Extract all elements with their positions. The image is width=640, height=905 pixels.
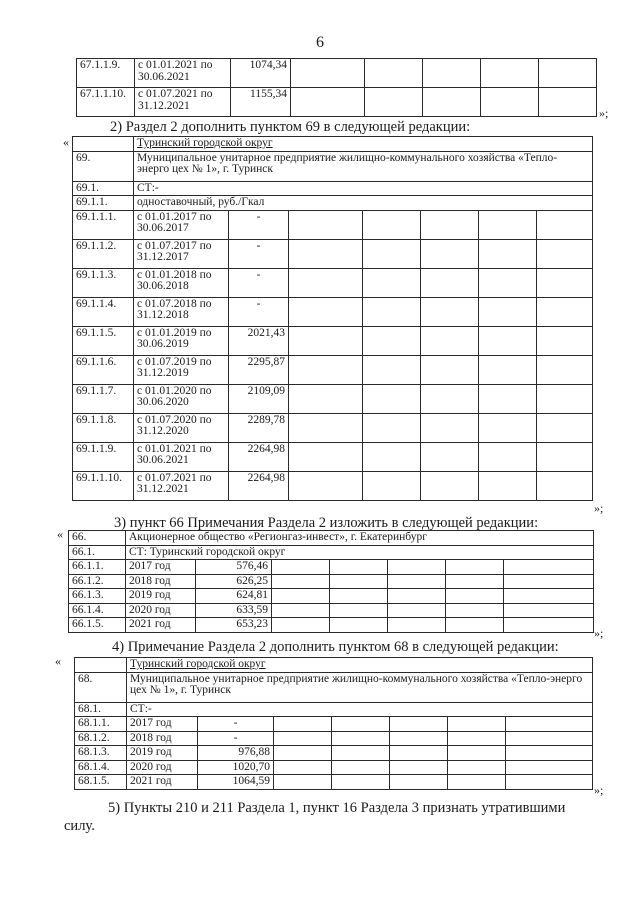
empty-cell	[332, 760, 390, 775]
table-cell: -	[198, 717, 274, 732]
empty-cell	[289, 355, 363, 384]
tariff-table-67	[76, 58, 597, 117]
empty-cell	[388, 589, 446, 604]
empty-cell	[537, 384, 593, 413]
empty-cell	[289, 442, 363, 471]
empty-cell	[479, 210, 537, 239]
empty-cell	[390, 760, 448, 775]
empty-cell	[423, 88, 481, 117]
empty-cell	[446, 603, 504, 618]
empty-cell	[363, 268, 421, 297]
tariff-table-69	[72, 136, 593, 501]
row-period: с 01.01.2021 по 30.06.2021	[135, 59, 231, 88]
table-row	[69, 574, 594, 589]
table-cell: 2017 год	[127, 717, 198, 732]
empty-cell	[289, 210, 363, 239]
empty-cell	[537, 413, 593, 442]
table-cell: 66.1.4.	[69, 603, 126, 618]
empty-cell	[272, 618, 330, 633]
org-code: 69.	[73, 151, 134, 181]
empty-cell	[423, 59, 481, 88]
table-cell: 653,23	[196, 618, 272, 633]
item-2-text: 2) Раздел 2 дополнить пунктом 69 в следующей редакции:	[110, 119, 471, 135]
table-row	[75, 760, 593, 775]
table-cell: 633,59	[196, 603, 272, 618]
empty-cell	[332, 731, 390, 746]
empty-cell	[506, 746, 593, 761]
empty-cell	[448, 731, 506, 746]
org-code: 68.	[75, 672, 127, 702]
empty-cell	[330, 618, 388, 633]
district-name: Туринский городской округ	[134, 137, 593, 152]
table-cell: 2021 год	[127, 775, 198, 790]
empty-cell	[421, 297, 479, 326]
district-name: Туринский городской округ	[127, 658, 593, 673]
table-cell: с 01.01.2017 по 30.06.2017	[134, 210, 229, 239]
table-row	[75, 731, 593, 746]
st-text: СТ:-	[134, 181, 593, 196]
table-cell: 624,81	[196, 589, 272, 604]
table-cell: с 01.07.2017 по 31.12.2017	[134, 239, 229, 268]
empty-cell	[363, 326, 421, 355]
table-cell: 2295,87	[229, 355, 289, 384]
empty-cell	[537, 239, 593, 268]
empty-cell	[421, 326, 479, 355]
table-row	[69, 618, 594, 633]
table-cell: 2264,98	[229, 471, 289, 500]
table-cell: -	[229, 210, 289, 239]
empty-cell	[448, 717, 506, 732]
table-row	[69, 560, 594, 575]
empty-cell	[274, 717, 332, 732]
empty-cell	[506, 775, 593, 790]
empty-cell	[363, 384, 421, 413]
table-row	[75, 717, 593, 732]
table-cell: 69.1.1.9.	[73, 442, 134, 471]
table-cell: с 01.07.2018 по 31.12.2018	[134, 297, 229, 326]
empty-cell	[332, 717, 390, 732]
item-5-line-2: силу.	[64, 818, 95, 834]
st-text: СТ: Туринский городской округ	[126, 545, 594, 560]
empty-cell	[330, 560, 388, 575]
table-cell: 626,25	[196, 574, 272, 589]
table-cell: 976,88	[198, 746, 274, 761]
empty-cell	[504, 603, 594, 618]
empty-cell	[537, 442, 593, 471]
table-cell: с 01.01.2018 по 30.06.2018	[134, 268, 229, 297]
rate-code: 69.1.1.	[73, 196, 134, 211]
empty-cell	[363, 442, 421, 471]
opening-quote: «	[63, 135, 69, 149]
empty-cell	[291, 88, 365, 117]
empty-cell	[363, 355, 421, 384]
empty-cell	[479, 442, 537, 471]
table-cell: -	[229, 297, 289, 326]
empty-cell	[73, 137, 134, 152]
table-row	[75, 775, 593, 790]
table-row	[73, 413, 593, 442]
empty-cell	[421, 239, 479, 268]
st-text: СТ:-	[127, 702, 593, 717]
empty-cell	[330, 589, 388, 604]
opening-quote: «	[57, 527, 63, 541]
empty-cell	[365, 59, 423, 88]
empty-cell	[537, 210, 593, 239]
empty-cell	[272, 574, 330, 589]
empty-cell	[479, 297, 537, 326]
table-cell: 2264,98	[229, 442, 289, 471]
table-cell: 1020,70	[198, 760, 274, 775]
st-code: 68.1.	[75, 702, 127, 717]
empty-cell	[479, 239, 537, 268]
table-cell: 69.1.1.6.	[73, 355, 134, 384]
item-5-line-1: 5) Пункты 210 и 211 Раздела 1, пункт 16 Раздела 3 признать утратившими	[108, 800, 566, 816]
table-cell: 68.1.4.	[75, 760, 127, 775]
tariff-table-68	[74, 657, 593, 790]
table-cell: 2020 год	[126, 603, 196, 618]
empty-cell	[330, 574, 388, 589]
row-code: 67.1.1.10.	[77, 88, 135, 117]
empty-cell	[479, 384, 537, 413]
table-cell: с 01.01.2021 по 30.06.2021	[134, 442, 229, 471]
empty-cell	[537, 326, 593, 355]
tariff-table-66	[68, 530, 594, 633]
empty-cell	[388, 574, 446, 589]
table-cell: 66.1.5.	[69, 618, 126, 633]
table-cell: 2018 год	[127, 731, 198, 746]
table-row	[77, 59, 597, 88]
table-row	[73, 210, 593, 239]
table-row	[73, 268, 593, 297]
empty-cell	[481, 88, 539, 117]
table-cell: 69.1.1.2.	[73, 239, 134, 268]
empty-cell	[274, 746, 332, 761]
empty-cell	[504, 618, 594, 633]
empty-cell	[446, 589, 504, 604]
row-code: 67.1.1.9.	[77, 59, 135, 88]
table-row	[73, 355, 593, 384]
empty-cell	[289, 413, 363, 442]
empty-cell	[388, 560, 446, 575]
empty-cell	[481, 59, 539, 88]
table-cell: 69.1.1.3.	[73, 268, 134, 297]
table-cell: 66.1.1.	[69, 560, 126, 575]
table-cell: -	[229, 239, 289, 268]
rate-text: одноставочный, руб./Гкал	[134, 196, 593, 211]
table-cell: 576,46	[196, 560, 272, 575]
page-number: 6	[316, 34, 324, 51]
empty-cell	[479, 413, 537, 442]
table-cell: -	[198, 731, 274, 746]
empty-cell	[537, 355, 593, 384]
empty-cell	[388, 618, 446, 633]
empty-cell	[363, 413, 421, 442]
closing-mark: »;	[594, 626, 604, 640]
empty-cell	[448, 775, 506, 790]
table-cell: с 01.07.2020 по 31.12.2020	[134, 413, 229, 442]
table-row	[73, 297, 593, 326]
empty-cell	[363, 471, 421, 500]
empty-cell	[421, 210, 479, 239]
table-cell: 68.1.1.	[75, 717, 127, 732]
org-name: Муниципальное унитарное предприятие жилищно-коммунального хозяйства «Тепло-энерго цех № 1», г. Туринск	[134, 151, 593, 181]
table-cell: с 01.07.2019 по 31.12.2019	[134, 355, 229, 384]
empty-cell	[390, 731, 448, 746]
empty-cell	[479, 268, 537, 297]
table-cell: 69.1.1.8.	[73, 413, 134, 442]
empty-cell	[506, 760, 593, 775]
empty-cell	[539, 88, 597, 117]
org-code: 66.	[69, 531, 126, 546]
opening-quote: «	[55, 654, 61, 668]
empty-cell	[390, 746, 448, 761]
empty-cell	[365, 88, 423, 117]
empty-cell	[539, 59, 597, 88]
table-cell: 2021,43	[229, 326, 289, 355]
table-cell: 68.1.5.	[75, 775, 127, 790]
item-4-text: 4) Примечание Раздела 2 дополнить пунктом 68 в следующей редакции:	[112, 639, 559, 655]
org-name: Муниципальное унитарное предприятие жилищно-коммунального хозяйства «Тепло-энерго цех № 1», г. Туринск	[127, 672, 593, 702]
empty-cell	[289, 297, 363, 326]
table-cell: с 01.07.2021 по 31.12.2021	[134, 471, 229, 500]
table-row	[69, 603, 594, 618]
empty-cell	[390, 775, 448, 790]
empty-cell	[274, 775, 332, 790]
empty-cell	[504, 560, 594, 575]
table-cell: 2018 год	[126, 574, 196, 589]
empty-cell	[332, 775, 390, 790]
table-cell: 2021 год	[126, 618, 196, 633]
table-cell: с 01.01.2019 по 30.06.2019	[134, 326, 229, 355]
empty-cell	[479, 355, 537, 384]
table-row	[69, 589, 594, 604]
empty-cell	[421, 384, 479, 413]
table-row	[73, 384, 593, 413]
empty-cell	[479, 326, 537, 355]
table-cell: 69.1.1.10.	[73, 471, 134, 500]
table-row	[77, 88, 597, 117]
row-value: 1074,34	[231, 59, 291, 88]
table-cell: 69.1.1.1.	[73, 210, 134, 239]
empty-cell	[421, 355, 479, 384]
empty-cell	[75, 658, 127, 673]
st-code: 66.1.	[69, 545, 126, 560]
empty-cell	[537, 297, 593, 326]
table-row	[73, 471, 593, 500]
st-code: 69.1.	[73, 181, 134, 196]
empty-cell	[289, 326, 363, 355]
empty-cell	[390, 717, 448, 732]
empty-cell	[421, 268, 479, 297]
empty-cell	[446, 618, 504, 633]
empty-cell	[289, 239, 363, 268]
empty-cell	[506, 731, 593, 746]
table-cell: 2017 год	[126, 560, 196, 575]
empty-cell	[388, 603, 446, 618]
empty-cell	[537, 268, 593, 297]
table-cell: -	[229, 268, 289, 297]
empty-cell	[504, 589, 594, 604]
empty-cell	[448, 760, 506, 775]
item-3-text: 3) пункт 66 Примечания Раздела 2 изложить в следующей редакции:	[114, 515, 539, 531]
table-cell: 2289,78	[229, 413, 289, 442]
table-cell: 69.1.1.4.	[73, 297, 134, 326]
table-cell: 69.1.1.5.	[73, 326, 134, 355]
table-cell: 2020 год	[127, 760, 198, 775]
table-cell: 2019 год	[126, 589, 196, 604]
table-cell: 66.1.2.	[69, 574, 126, 589]
table-cell: 2109,09	[229, 384, 289, 413]
table-cell: 68.1.2.	[75, 731, 127, 746]
empty-cell	[421, 413, 479, 442]
table-cell: с 01.01.2020 по 30.06.2020	[134, 384, 229, 413]
empty-cell	[448, 746, 506, 761]
closing-mark: »;	[594, 783, 604, 797]
empty-cell	[446, 574, 504, 589]
row-period: с 01.07.2021 по 31.12.2021	[135, 88, 231, 117]
empty-cell	[479, 471, 537, 500]
empty-cell	[272, 603, 330, 618]
empty-cell	[330, 603, 388, 618]
table-cell: 66.1.3.	[69, 589, 126, 604]
table-cell: 69.1.1.7.	[73, 384, 134, 413]
empty-cell	[363, 210, 421, 239]
empty-cell	[504, 574, 594, 589]
table-row	[73, 239, 593, 268]
row-value: 1155,34	[231, 88, 291, 117]
empty-cell	[289, 268, 363, 297]
empty-cell	[291, 59, 365, 88]
empty-cell	[446, 560, 504, 575]
empty-cell	[363, 297, 421, 326]
empty-cell	[537, 471, 593, 500]
empty-cell	[289, 384, 363, 413]
empty-cell	[274, 760, 332, 775]
table-row	[73, 442, 593, 471]
table-row	[73, 326, 593, 355]
table-cell: 68.1.3.	[75, 746, 127, 761]
table-cell: 2019 год	[127, 746, 198, 761]
empty-cell	[506, 717, 593, 732]
table-row	[75, 746, 593, 761]
empty-cell	[274, 731, 332, 746]
empty-cell	[289, 471, 363, 500]
empty-cell	[272, 589, 330, 604]
empty-cell	[272, 560, 330, 575]
org-name: Акционерное общество «Регионгаз-инвест», г. Екатеринбург	[126, 531, 594, 546]
empty-cell	[332, 746, 390, 761]
closing-mark: »;	[594, 501, 604, 515]
table-cell: 1064,59	[198, 775, 274, 790]
empty-cell	[421, 471, 479, 500]
closing-mark: »;	[599, 106, 609, 120]
empty-cell	[421, 442, 479, 471]
empty-cell	[363, 239, 421, 268]
